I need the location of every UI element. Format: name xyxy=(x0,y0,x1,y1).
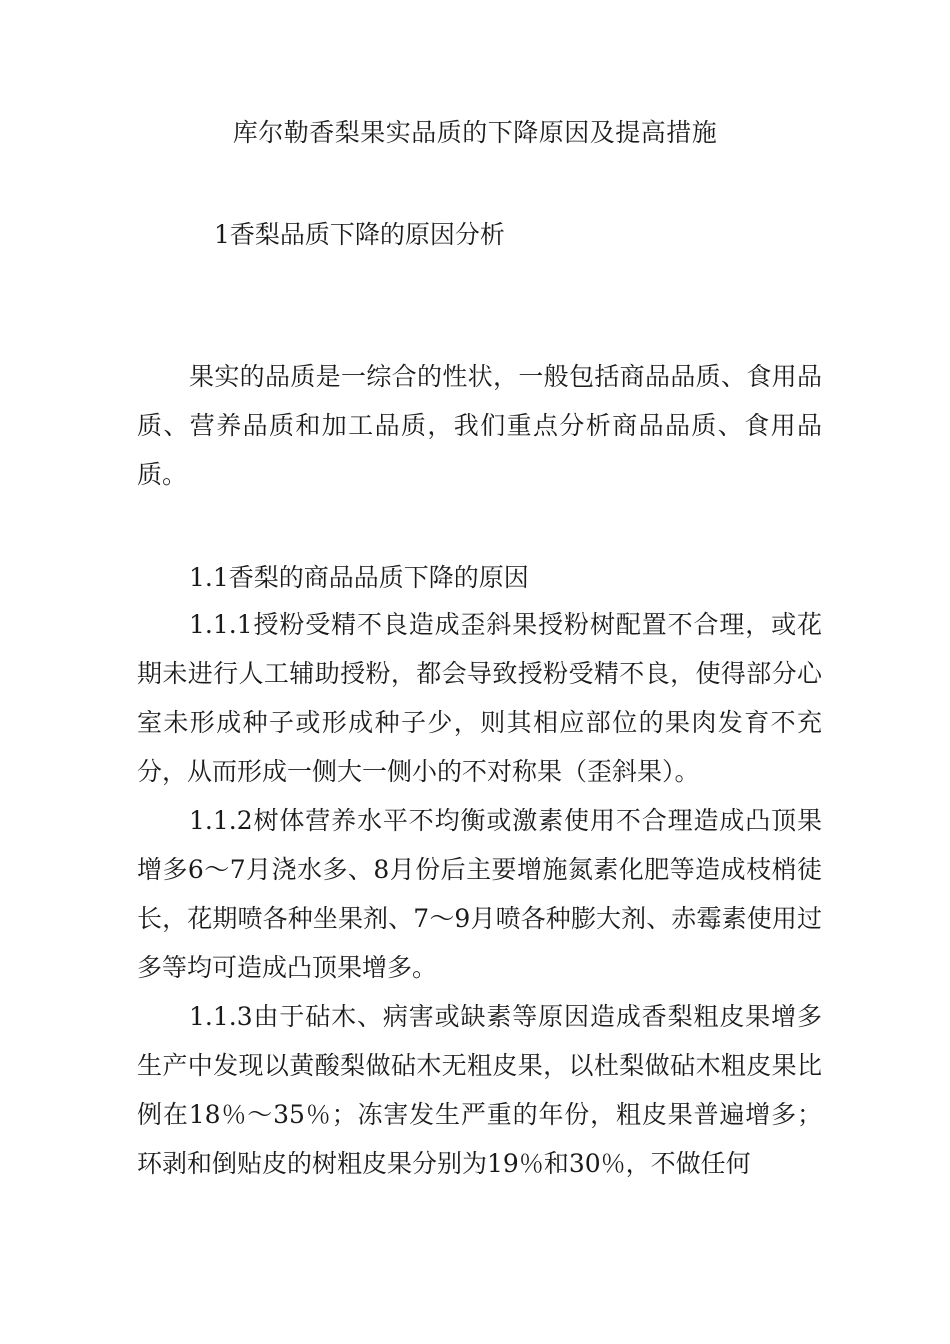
intro-paragraph: 果实的品质是一综合的性状，一般包括商品品质、食用品质、营养品质和加工品质，我们重点分析商品品质、食用品质。 xyxy=(137,362,822,489)
paragraph-1-1-1: 1.1.1授粉受精不良造成歪斜果授粉树配置不合理，或花期未进行人工辅助授粉，都会导致授粉受精不良，使得部分心室未形成种子或形成种子少，则其相应部位的果肉发育不充分，从而形成一侧大一侧小的不对称果（歪斜果）。 xyxy=(137,610,822,786)
intro-paragraph-block xyxy=(137,352,822,499)
document-title: 库尔勒香梨果实品质的下降原因及提高措施 xyxy=(232,118,718,147)
paragraph-1-1-3: 1.1.3由于砧木、病害或缺素等原因造成香梨粗皮果增多生产中发现以黄酸梨做砧木无粗皮果，以杜梨做砧木粗皮果比例在18％〜35％；冻害发生严重的年份，粗皮果普遍增多；环剥和倒贴皮的树粗皮果分别为19％和30％，不做任何 xyxy=(137,1002,822,1178)
section-heading: 1香梨品质下降的原因分析 xyxy=(214,220,505,249)
subsection-heading: 1.1香梨的商品品质下降的原因 xyxy=(189,563,529,592)
paragraph-1-1-2: 1.1.2树体营养水平不均衡或激素使用不合理造成凸顶果增多6〜7月浇水多、8月份后主要增施氮素化肥等造成枝梢徒长，花期喷各种坐果剂、7〜9月喷各种膨大剂、赤霉素使用过多等均可造成凸顶果增多。 xyxy=(137,806,822,982)
body-paragraphs xyxy=(137,600,822,1188)
